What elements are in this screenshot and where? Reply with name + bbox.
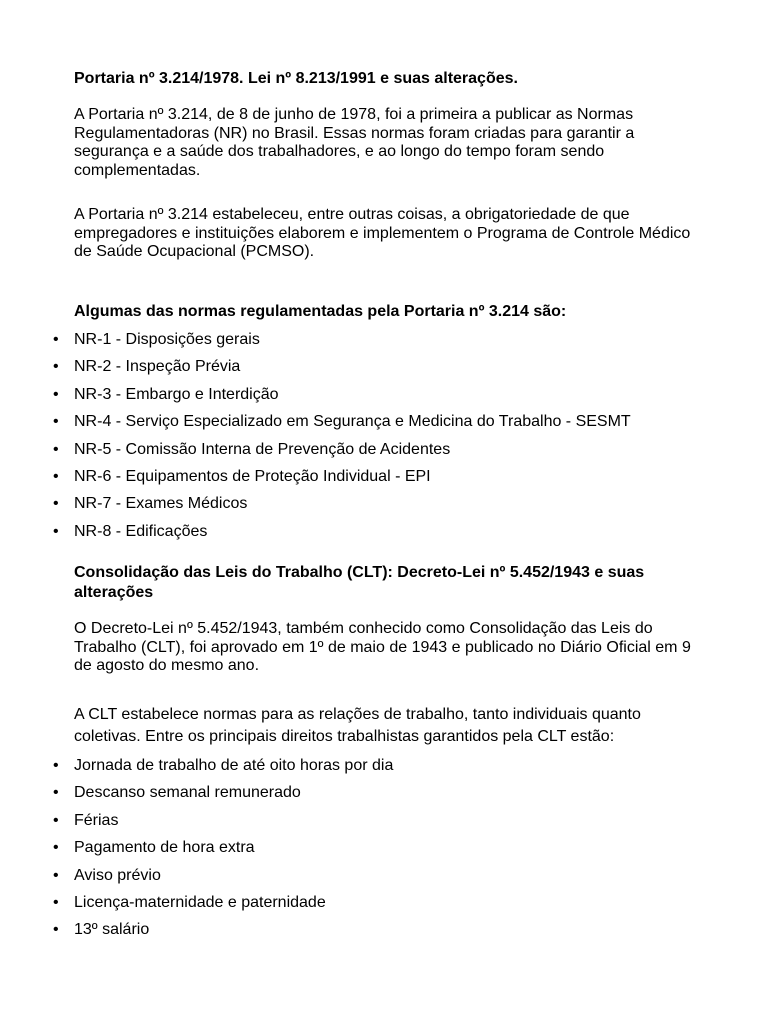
bullet-marker: • — [53, 811, 59, 829]
list-item-text: NR-3 - Embargo e Interdição — [74, 385, 279, 403]
list-item-text: NR-1 - Disposições gerais — [74, 331, 260, 348]
list-item-text: Aviso prévio — [74, 866, 161, 884]
list-item — [0, 894, 740, 921]
list-item — [0, 839, 740, 866]
bullet-marker: • — [53, 495, 59, 513]
nr-list — [0, 331, 740, 550]
section-heading-portaria: Portaria nº 3.214/1978. Lei nº 8.213/1991 e suas alterações. — [74, 70, 518, 87]
section-heading-normas: Algumas das normas regulamentadas pela Portaria nº 3.214 são: — [74, 303, 567, 320]
list-item-text: Jornada de trabalho de até oito horas por dia — [74, 757, 394, 774]
paragraph-portaria-pcmso: A Portaria nº 3.214 estabeleceu, entre outras coisas, a obrigatoriedade de que empregadores e instituições elaborem e implementem o Programa de Controle Médico de Saúde Ocupacional (PCMSO). — [74, 206, 691, 260]
list-item-text: NR-4 - Serviço Especializado em Segurança e Medicina do Trabalho - SESMT — [74, 413, 631, 431]
list-item — [0, 757, 740, 784]
bullet-marker: • — [53, 331, 59, 348]
paragraph-clt-direitos: A CLT estabelece normas para as relações de trabalho, tanto individuais quanto coletivas. Entre os principais direitos trabalhistas garantidos pela CLT estão: — [74, 706, 641, 745]
paragraph-clt-intro: O Decreto-Lei nº 5.452/1943, também conhecido como Consolidação das Leis do Trabalho (CLT), foi aprovado em 1º de maio de 1943 e publicado no Diário Oficial em 9 de agosto do mesmo ano. — [74, 620, 691, 674]
list-item-text: Licença-maternidade e paternidade — [74, 893, 326, 911]
bullet-marker: • — [53, 413, 59, 431]
list-item-text: NR-8 - Edificações — [74, 522, 208, 540]
list-item-text: Férias — [74, 811, 119, 829]
direitos-list — [0, 757, 740, 949]
list-item — [0, 784, 740, 811]
bullet-marker: • — [53, 467, 59, 485]
list-item-text: NR-5 - Comissão Interna de Prevenção de Acidentes — [74, 440, 451, 458]
list-item — [0, 495, 740, 522]
paragraph-portaria-intro: A Portaria nº 3.214, de 8 de junho de 1978, foi a primeira a publicar as Normas Regulamentadoras (NR) no Brasil. Essas normas foram criadas para garantir a segurança e a saúde dos trabalhadores, e ao longo do tempo foram sendo complementadas. — [74, 106, 635, 179]
bullet-marker: • — [53, 921, 59, 939]
list-item — [0, 468, 740, 495]
bullet-marker: • — [53, 522, 59, 540]
list-item — [0, 921, 740, 948]
section-heading-clt: Consolidação das Leis do Trabalho (CLT): Decreto-Lei nº 5.452/1943 e suas alterações — [74, 564, 645, 601]
bullet-marker: • — [53, 440, 59, 458]
bullet-marker: • — [53, 839, 59, 857]
list-item — [0, 331, 740, 358]
bullet-marker: • — [53, 866, 59, 884]
list-item — [0, 441, 740, 468]
list-item — [0, 523, 740, 550]
list-item-text: 13º salário — [74, 921, 150, 939]
list-item-text: Descanso semanal remunerado — [74, 784, 301, 802]
bullet-marker: • — [53, 385, 59, 403]
bullet-marker: • — [53, 757, 59, 774]
list-item — [0, 812, 740, 839]
list-item-text: Pagamento de hora extra — [74, 839, 255, 857]
list-item-text: NR-2 - Inspeção Prévia — [74, 358, 241, 376]
list-item — [0, 358, 740, 385]
bullet-marker: • — [53, 784, 59, 802]
list-item — [0, 386, 740, 413]
list-item-text: NR-6 - Equipamentos de Proteção Individual - EPI — [74, 467, 431, 485]
bullet-marker: • — [53, 358, 59, 376]
list-item — [0, 413, 740, 440]
list-item-text: NR-7 - Exames Médicos — [74, 495, 248, 513]
bullet-marker: • — [53, 893, 59, 911]
list-item — [0, 867, 740, 894]
